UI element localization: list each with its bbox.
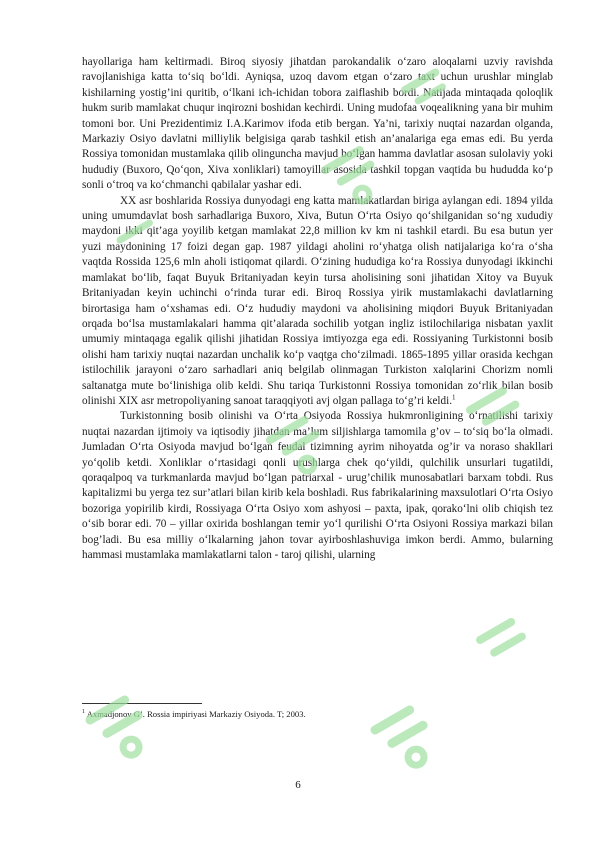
paragraph-2-text: XX asr boshlarida Rossiya dunyodagi eng katta mamlakatlardan biriga aylangan edi. 1894 yilda uning umumdavlat bosh sarhadlariga Buxoro, Xiva, Butun O‘rta Osiyo qo‘shilganidan so‘ng xududiy maydoni ikki qit’aga yoyilib ketgan mamlakat 22,8 million kv km ni tashkil etardi. Bu esa butun yer yuzi maydonining 17 foizi degan gap. 1987 yildagi aholini ro‘yhatga olish natijalariga ko‘ra o‘sha vaqtda Rossida 125,6 mln aholi istiqomat qilardi. O‘zining hududiga ko‘ra Rossiya dunyodagi ikkinchi mamlakat bo‘lib, faqat Buyuk Britaniyadan keyin tursa aholisining soni jihatidan Xitoy va Buyuk Britaniyadan keyin uchinchi o‘rinda turar edi. Biroq Rossiya yirik mustamlakachi davlatlarning birortasiga ham o‘xshamas edi. O‘z hududiy maydoni va aholisining miqdori Buyuk Britaniyadan orqada bo‘lsa mustamlakalari hamma qit’alarada sochilib yotgan ingliz istilochilariga nisbatan yaxlit umumiy mintaqaga egalik qilishi jihatidan Rossiya imtiyozga ega edi. Rossiyaning Turkistonni bosib olishi ham tarixiy nuqtai nazardan unchalik ko‘p vaqtga cho‘zilmadi. 1865-1895 yillar orasida kechgan istilochilik jarayoni o‘zaro sarhadlari aniq belgilab olinmagan Turkiston xalqlarini Chorizm nomli saltanatga mute bo‘linishiga olib keldi. Shu tariqa Turkistonni Rossiya tomonidan zo‘rlik bilan bosib olinishi XIX asr metropoliyaning sanoat taraqqiyoti avj olgan pallaga to‘g’ri keldi. [82, 194, 553, 407]
paragraph-3: Turkistonning bosib olinishi va O‘rta Osiyoda Rossiya hukmronligining o‘rnatilishi tarixiy nuqtai nazardan ijtimoiy va iqtisodiy jihatdan ma’lum siljishlarga tamomila g’ov – to‘siq bo‘la olmadi. Jumladan O‘rta Osiyoda mavjud bo‘lgan feudal tizimning ayrim nihoyatda og’ir va noraso shakllari yo‘qolib ketdi. Xonliklar o‘rtasidagi qonli urushlarga chek qo‘yildi, qulchilik unsurlari tugatildi, qoraqalpoq va turkmanlarda mavjud bo‘lgan patriarxal - urug’chilik munosabatlari barxam tobdi. Rus kapitalizmi bu yerga tez sur’atlari bilan kirib kela boshladi. Rus fabrikalarining maxsulotlari O‘rta Osiyo bozoriga yopirilib kirdi, Rossiyaga O‘rta Osiyo xom ashyosi – paxta, ipak, qorako‘lni olib chiqish tez o‘sib borar edi. 70 – yillar oxirida boshlangan temir yo‘l qurilishi O‘rta Osiyoni Rossiya markazi bilan bog’ladi. Bu esa milliy o‘lkalarning jahon tovar ayirboshlashuviga imkon berdi. Ammo, bularning hammasi mustamlaka mamlakatlarni talon - taroj qilishi, ularning [82, 410, 553, 561]
footnote-marker: 1 [82, 709, 85, 716]
footnote-text: Axmadjonov G’. Rossia impiriyasi Markaziy Osiyoda. T; 2003. [86, 709, 306, 719]
page-number: 6 [295, 779, 301, 791]
paragraph-1: hayollariga ham keltirmadi. Biroq siyosiy jihatdan parokandalik o‘zaro aloqalarni uzviy ravishda ravojlanishiga katta to‘siq bo‘ldi. Ayniqsa, uzoq davom etgan o‘zaro taxt uchun urushlar minglab kishilarning yostig’ini quritib, o‘lkani ich-ichidan tobora zaiflashib bordi. Natijada mintaqada qoloqlik hukm surib mamlakat chuqur inqirozni boshidan kechirdi. Uning mudofaa voqealikning yana bir muhim tomoni bor. Uni Prezidentimiz I.A.Karimov ifoda etib bergan. Ya’ni, tarixiy nuqtai nazardan olganda, Markaziy Osiyo davlatni milliylik belgisiga qarab tashkil etish an’analariga ega emas edi. Bu yerda Rossiya tomonidan mustamlaka qilib olinguncha mavjud bo‘lgan hamma davlatlar asosan sulolaviy yoki hududiy (Buxoro, Qo‘qon, Xiva xonliklari) tamoyillar asosida tashkil topgan vaqtida bu hududda ko‘p sonli o‘troq va ko‘chmanchi qabilalar yashar edi. [82, 56, 553, 192]
footnote [82, 709, 553, 720]
footnote-separator [82, 703, 202, 704]
footnote-reference: 1 [452, 393, 456, 402]
body-text [82, 55, 553, 563]
paragraph-2 [82, 194, 553, 410]
